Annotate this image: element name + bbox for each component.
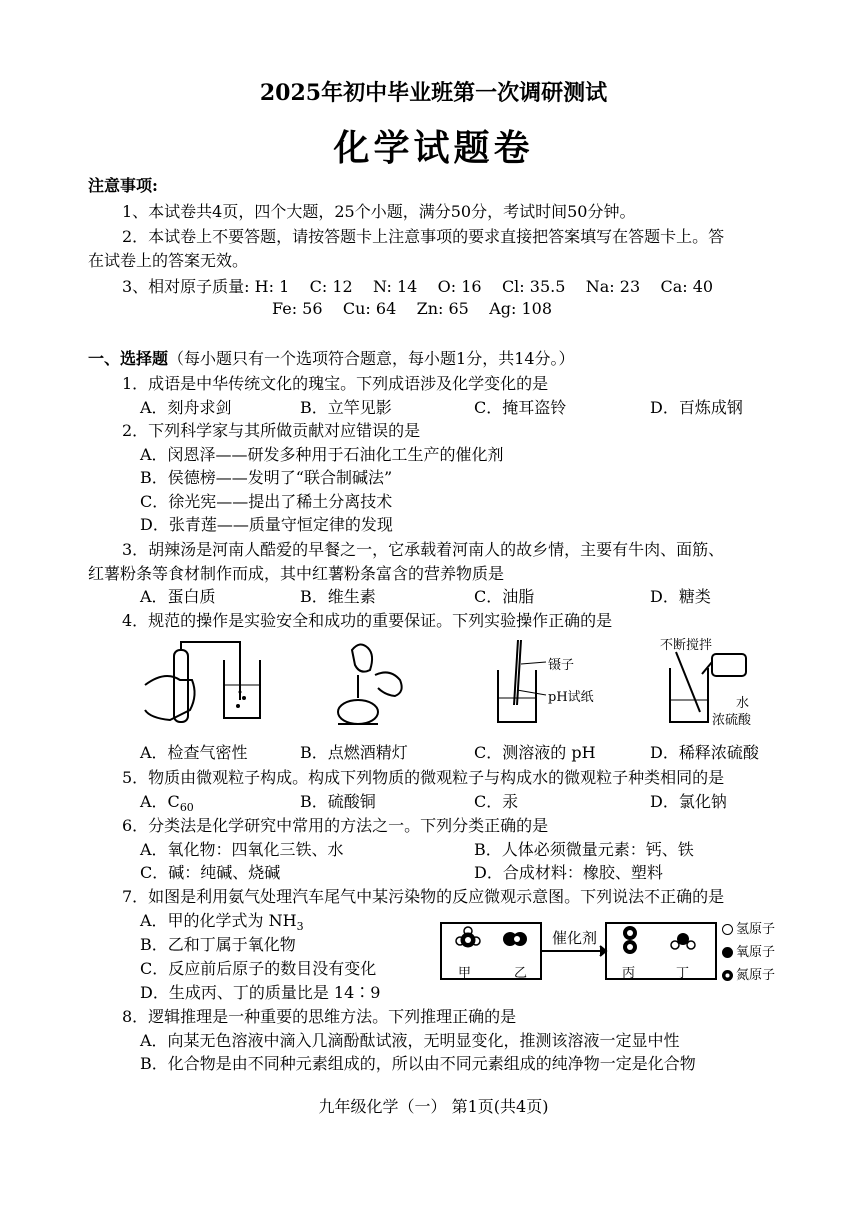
q6-option-c: C．碱：纯碱、烧碱 [140,863,281,882]
q2-option-c: C．徐光宪——提出了稀土分离技术 [140,492,393,511]
catalyst-label: 催化剂 [552,929,598,947]
legend-hydrogen-label: 氢原子 [736,922,776,937]
note-1: 1、本试卷共4页，四个大题，25个小题，满分50分，考试时间50分钟。 [122,202,636,221]
note-2b: 在试卷上的答案无效。 [88,251,249,270]
q3-stem-line1: 3．胡辣汤是河南人酷爱的早餐之一，它承载着河南人的故乡情，主要有牛肉、面筋、 [122,540,725,559]
q6-option-b: B．人体必须微量元素：钙、铁 [474,840,694,859]
q4-option-b: B．点燃酒精灯 [300,743,408,762]
q7-option-a-text: A．甲的化学式为 NH [140,911,297,930]
q8-stem: 8．逻辑推理是一种重要的思维方法。下列推理正确的是 [122,1007,517,1026]
label-ph-paper: pH试纸 [548,690,594,705]
molecule-yi [503,932,527,946]
label-water: 水 [736,696,750,711]
nitrogen-atom-icon [722,970,733,981]
molecule-ding [671,933,695,949]
q5-option-a-text: A．C [140,792,180,811]
q8-option-a: A．向某无色溶液中滴入几滴酚酞试液，无明显变化，推测该溶液一定显中性 [140,1031,680,1050]
label-bing: 丙 [622,966,636,981]
page-footer: 九年级化学（一） 第1页(共4页) [318,1097,549,1116]
q5-option-a-sub: 60 [179,801,194,815]
section-note: （每小题只有一个选项符合题意，每小题1分，共14分。） [168,349,575,368]
notes-heading: 注意事项: [88,176,158,195]
q1-option-d: D．百炼成钢 [650,398,743,417]
q5-option-a [140,789,194,814]
q7-option-a-sub: 3 [296,920,304,934]
q4-stem: 4．规范的操作是实验安全和成功的重要保证。下列实验操作正确的是 [122,611,613,630]
q5-option-c: C．汞 [474,792,519,811]
q3-option-c: C．油脂 [474,587,535,606]
legend-nitrogen [722,964,775,983]
legend-nitrogen-label: 氮原子 [736,968,776,983]
q1-option-c: C．掩耳盗铃 [474,398,567,417]
legend-oxygen [722,941,775,960]
q4-option-a: A．检查气密性 [140,743,248,762]
q4-option-c: C．测溶液的 pH [474,743,596,762]
q4-option-d: D．稀释浓硫酸 [650,743,759,762]
q6-option-a: A．氧化物：四氧化三铁、水 [140,840,344,859]
q3-option-d: D．糖类 [650,587,711,606]
legend-hydrogen [722,918,775,937]
q7-stem: 7．如图是利用氨气处理汽车尾气中某污染物的反应微观示意图。下列说法不正确的是 [122,887,725,906]
label-stir: 不断搅拌 [660,638,713,653]
q6-stem: 6．分类法是化学研究中常用的方法之一。下列分类正确的是 [122,816,549,835]
molecule-bing [623,926,637,954]
label-tweezers: 镊子 [548,658,575,673]
q5-option-b: B．硫酸铜 [300,792,376,811]
figure-alcohol-lamp [330,640,410,735]
q1-option-b: B．立竿见影 [300,398,392,417]
q7-option-b: B．乙和丁属于氧化物 [140,935,296,954]
q7-option-c: C．反应前后原子的数目没有变化 [140,959,377,978]
hydrogen-atom-icon [722,924,733,935]
section-heading [88,346,575,369]
q2-stem: 2．下列科学家与其所做贡献对应错误的是 [122,421,421,440]
q2-option-d: D．张青莲——质量守恒定律的发现 [140,515,393,534]
exam-title: 2025年初中毕业班第一次调研测试 [259,80,608,106]
label-jia: 甲 [458,966,472,981]
q7-option-a [140,908,304,933]
label-yi: 乙 [514,966,528,981]
figure-airtightness-check [140,640,280,735]
label-acid: 浓硫酸 [712,713,752,728]
section-title: 一、选择题 [88,349,169,368]
q8-option-b: B．化合物是由不同种元素组成的，所以由不同元素组成的纯净物一定是化合物 [140,1054,696,1073]
q5-option-d: D．氯化钠 [650,792,727,811]
oxygen-atom-icon [722,947,733,958]
q6-option-d: D．合成材料：橡胶、塑料 [474,863,663,882]
q3-option-b: B．维生素 [300,587,376,606]
note-3b: Fe: 56 Cu: 64 Zn: 65 Ag: 108 [272,299,553,318]
label-ding: 丁 [676,966,690,981]
q3-stem-line2: 红薯粉条等食材制作而成，其中红薯粉条富含的营养物质是 [88,564,505,583]
q2-option-a: A．闵恩泽——研发多种用于石油化工生产的催化剂 [140,445,504,464]
note-3a: 3、相对原子质量: H: 1 C: 12 N: 14 O: 16 Cl: 35.5 Na: 23 Ca: 40 [122,277,714,296]
q1-stem: 1．成语是中华传统文化的瑰宝。下列成语涉及化学变化的是 [122,374,549,393]
q3-option-a: A．蛋白质 [140,587,216,606]
q2-option-b: B．侯德榜——发明了“联合制碱法” [140,468,393,487]
note-2a: 2．本试卷上不要答题，请按答题卡上注意事项的要求直接把答案填写在答题卡上。答 [122,227,725,246]
q1-option-a: A．刻舟求剑 [140,398,232,417]
subject-title: 化学试题卷 [333,127,534,169]
q7-option-d: D．生成丙、丁的质量比是 14∶9 [140,983,381,1002]
q5-stem: 5．物质由微观粒子构成。构成下列物质的微观粒子与构成水的微观粒子种类相同的是 [122,768,725,787]
legend-oxygen-label: 氧原子 [736,945,776,960]
molecule-jia [456,927,480,947]
